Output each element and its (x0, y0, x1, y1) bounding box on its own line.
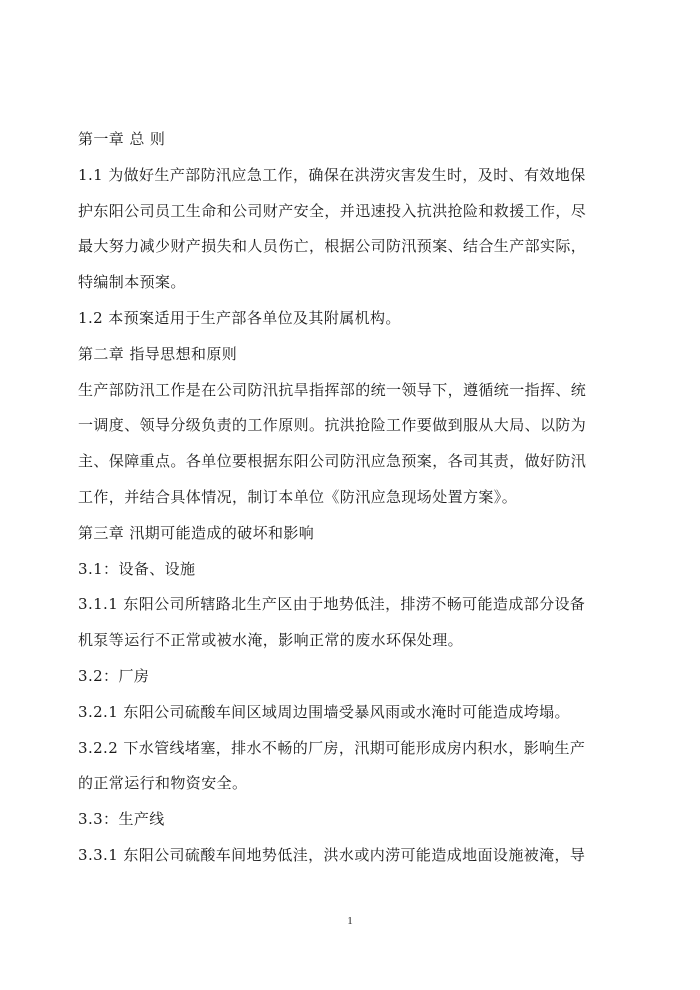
text-line: 特编制本预案。 (78, 273, 186, 292)
chapter-2-heading: 第二章 指导思想和原则 (78, 344, 238, 363)
section-heading: 3.3：生产线 (78, 810, 165, 829)
text-line: 护东阳公司员工生命和公司财产安全，并迅速投入抗洪抢险和救援工作，尽 (78, 201, 587, 220)
page-number: 1 (347, 915, 353, 927)
text-line: 3.3.1 东阳公司硫酸车间地势低洼，洪水或内涝可能造成地面设施被淹，导 (78, 845, 586, 864)
text-line: 一调度、领导分级负责的工作原则。抗洪抢险工作要做到服从大局、以防为 (78, 416, 587, 435)
text-line: 机泵等运行不正常或被水淹，影响正常的废水环保处理。 (78, 631, 464, 650)
text-line: 1.2 本预案适用于生产部各单位及其附属机构。 (78, 308, 401, 327)
text-line: 主、保障重点。各单位要根据东阳公司防汛应急预案，各司其责，做好防汛 (78, 452, 587, 471)
text-line: 3.1.1 东阳公司所辖路北生产区由于地势低洼，排涝不畅可能造成部分设备 (78, 595, 586, 614)
document-body (78, 122, 626, 874)
chapter-1-heading: 第一章 总 则 (78, 130, 166, 148)
section-heading: 3.1：设备、设施 (78, 559, 196, 578)
text-line: 3.2.2 下水管线堵塞，排水不畅的厂房，汛期可能形成房内积水，影响生产 (78, 738, 586, 757)
chapter-3-heading: 第三章 汛期可能造成的破坏和影响 (78, 523, 315, 542)
text-line: 工作，并结合具体情况，制订本单位《防汛应急现场处置方案》。 (78, 487, 518, 506)
section-heading: 3.2：厂房 (78, 666, 150, 685)
text-line: 的正常运行和物资安全。 (78, 774, 248, 793)
text-line: 最大努力减少财产损失和人员伤亡，根据公司防汛预案、结合生产部实际， (78, 237, 587, 256)
text-line: 1.1 为做好生产部防汛应急工作，确保在洪涝灾害发生时，及时、有效地保 (78, 165, 586, 184)
text-line: 生产部防汛工作是在公司防汛抗旱指挥部的统一领导下，遵循统一指挥、统 (78, 380, 587, 399)
text-line: 3.2.1 东阳公司硫酸车间区域周边围墙受暴风雨或水淹时可能造成垮塌。 (78, 702, 570, 721)
